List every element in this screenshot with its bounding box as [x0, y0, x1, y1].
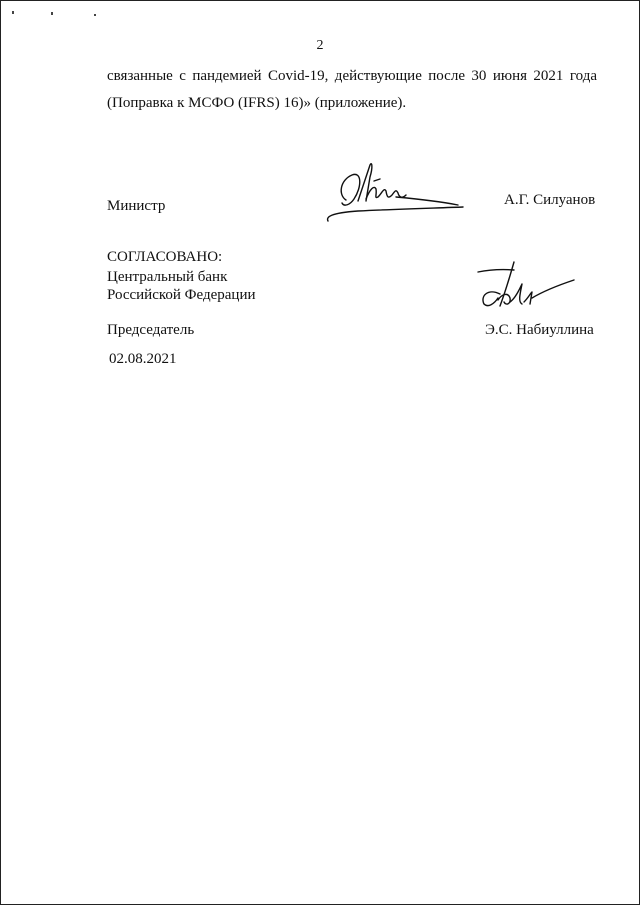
chair-signature-icon: [470, 258, 590, 328]
minister-title: Министр: [107, 198, 166, 214]
chair-title: Председатель: [107, 322, 195, 338]
minister-name: А.Г. Силуанов: [504, 192, 596, 208]
signing-date: 02.08.2021: [109, 351, 177, 367]
bank-name-line-2: Российской Федерации: [107, 287, 256, 303]
body-text-line-2: (Поправка к МСФО (IFRS) 16)» (приложение).: [107, 95, 407, 111]
agreed-label: СОГЛАСОВАНО:: [107, 249, 223, 265]
minister-signature-icon: [318, 155, 478, 235]
chair-name: Э.С. Набиуллина: [485, 322, 594, 338]
body-text-line-1: связанные с пандемией Covid-19, действующие после 30 июня 2021 года: [107, 68, 597, 84]
scan-artifact: [94, 14, 96, 16]
scan-artifact: [12, 11, 14, 14]
page-number: 2: [316, 38, 324, 53]
scan-artifact: [51, 12, 53, 15]
bank-name-line-1: Центральный банк: [107, 269, 228, 285]
